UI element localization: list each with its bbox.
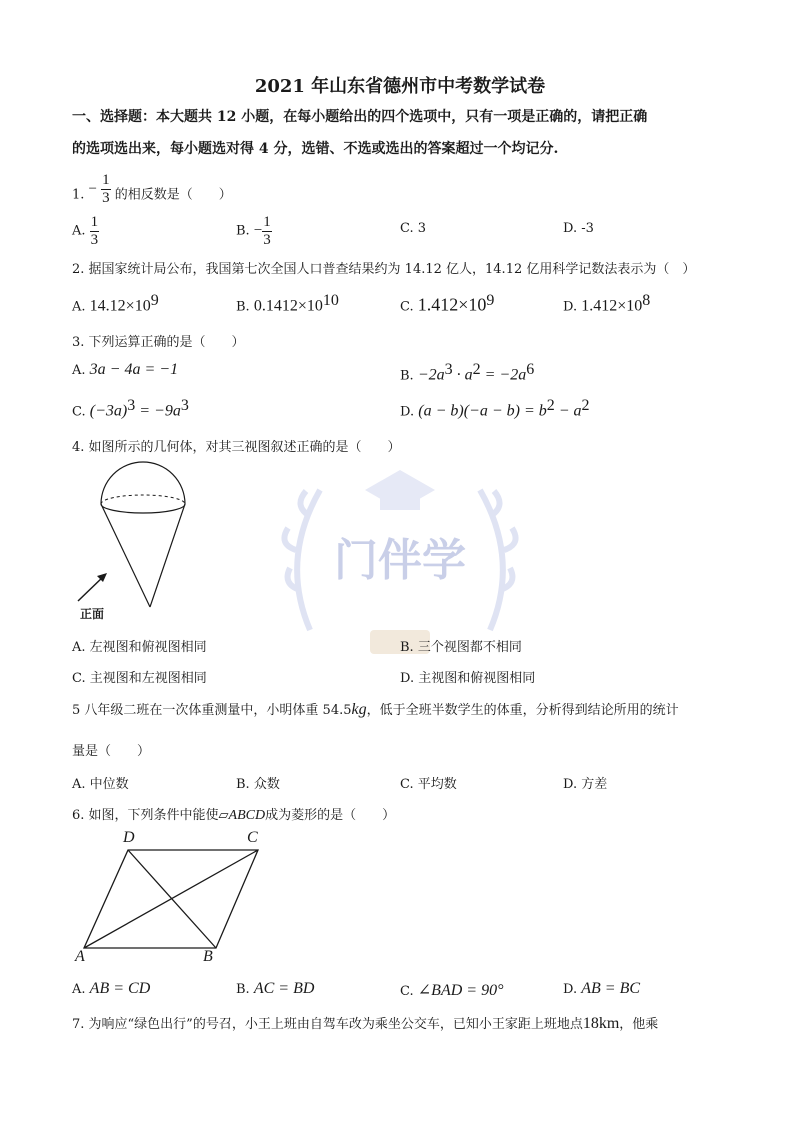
q5-option-c[interactable]: C. 平均数 (400, 777, 457, 792)
question-1-stem: 的相反数是（ ） (114, 187, 232, 203)
q1-option-b[interactable]: B. − $\frac{1}{3}$ (236, 214, 271, 248)
q2-option-b[interactable]: B. $0.1412\times 10^{10}$ (236, 292, 339, 315)
q1-option-a-fraction: $\frac{1}{3}$ (90, 214, 99, 248)
q6-option-d[interactable]: D. AB = BC (563, 980, 641, 997)
question-4-stem: 4. 如图所示的几何体，对其三视图叙述正确的是（ ） (72, 440, 401, 455)
section-heading (72, 101, 732, 165)
diagonal-ac (84, 850, 258, 948)
q3-option-b[interactable]: B. $-2a^3 \cdot a^2 = -2a^6$ (400, 361, 535, 384)
q3-option-d[interactable]: D. $(a - b)(-a - b) = b^2 - a^2$ (400, 397, 590, 420)
q5-option-a[interactable]: A. 中位数 (72, 777, 129, 792)
q5-option-d[interactable]: D. 方差 (563, 777, 608, 792)
ellipse-front (101, 504, 185, 513)
question-7-stem: 7. 为响应“绿色出行”的号召，小王上班由自驾车改为乘坐公交车，已知小王家距上班地点18km，他乘 (72, 1015, 659, 1032)
question-3-stem: 3. 下列运算正确的是（ ） (72, 335, 245, 350)
vertex-label-d: D (123, 829, 135, 846)
q2-option-a[interactable]: A. $14.12\times 10^9$ (72, 292, 159, 315)
question-1: 1. − $\frac{1}{3}$ 的相反数是（ ） (72, 172, 232, 206)
q6-option-b[interactable]: B. AC = BD (236, 980, 315, 997)
cone-right-edge (150, 504, 185, 607)
question-5-stem: 5 八年级二班在一次体重测量中，小明体重 54.5kg，低于全班半数学生的体重，分析得到结论所用的统计 (72, 701, 679, 718)
vertex-label-a: A (75, 948, 85, 965)
q3-option-a[interactable]: A. 3a − 4a = −1 (72, 361, 179, 378)
parallelogram-figure (72, 830, 272, 970)
vertex-label-c: C (247, 829, 258, 846)
q5-option-b[interactable]: B. 众数 (236, 777, 280, 792)
q6-option-c[interactable]: C. ∠BAD = 90° (400, 982, 504, 999)
q4-option-a[interactable]: A. 左视图和俯视图相同 (72, 640, 207, 655)
q2-option-d[interactable]: D. $1.412\times 10^8$ (563, 292, 651, 315)
q1-option-b-fraction: $\frac{1}{3}$ (263, 214, 271, 248)
q4-option-d[interactable]: D. 主视图和俯视图相同 (400, 671, 536, 686)
ellipse-back-dashed (101, 495, 185, 504)
front-view-label: 正面 (80, 607, 105, 621)
question-1-fraction: $\frac{1}{3}$ (102, 172, 110, 206)
section-heading-line-1: 一、选择题：本大题共 12 小题，在每小题给出的四个选项中，只有一项是正确的，请把正确 (72, 109, 648, 125)
question-5-stem-line-2: 量是（ ） (72, 744, 151, 759)
watermark-text: 门伴学 (334, 535, 466, 586)
q4-option-b[interactable]: B. 三个视图都不相同 (400, 640, 522, 655)
question-1-number: 1. (72, 187, 85, 203)
q1-option-a[interactable]: A. $\frac{1}{3}$ (72, 214, 99, 248)
section-heading-line-2: 的选项选出来，每小题选对得 4 分，选错、不选或选出的答案超过一个均记分. (72, 141, 559, 157)
page-title: 2021 年山东省德州市中考数学试卷 (254, 76, 546, 97)
hemisphere-cone-figure (72, 455, 202, 625)
q2-option-c[interactable]: C. $1.412\times 10^9$ (400, 292, 495, 315)
q3-option-c[interactable]: C. $(-3a)^3 = -9a^3$ (72, 397, 189, 420)
vertex-label-b: B (203, 948, 213, 965)
diagonal-bd (128, 850, 216, 948)
q1-option-c[interactable]: C. 3 (400, 221, 427, 236)
question-6-stem: 6. 如图，下列条件中能使▱ABCD成为菱形的是（ ） (72, 808, 396, 823)
question-2-stem: 2. 据国家统计局公布，我国第七次全国人口普查结果约为 14.12 亿人，14.12 亿用科学记数法表示为（ ） (72, 262, 696, 277)
cone-left-edge (101, 504, 150, 607)
q4-option-c[interactable]: C. 主视图和左视图相同 (72, 671, 207, 686)
q6-option-a[interactable]: A. AB = CD (72, 980, 151, 997)
q1-option-d[interactable]: D. -3 (563, 221, 594, 236)
